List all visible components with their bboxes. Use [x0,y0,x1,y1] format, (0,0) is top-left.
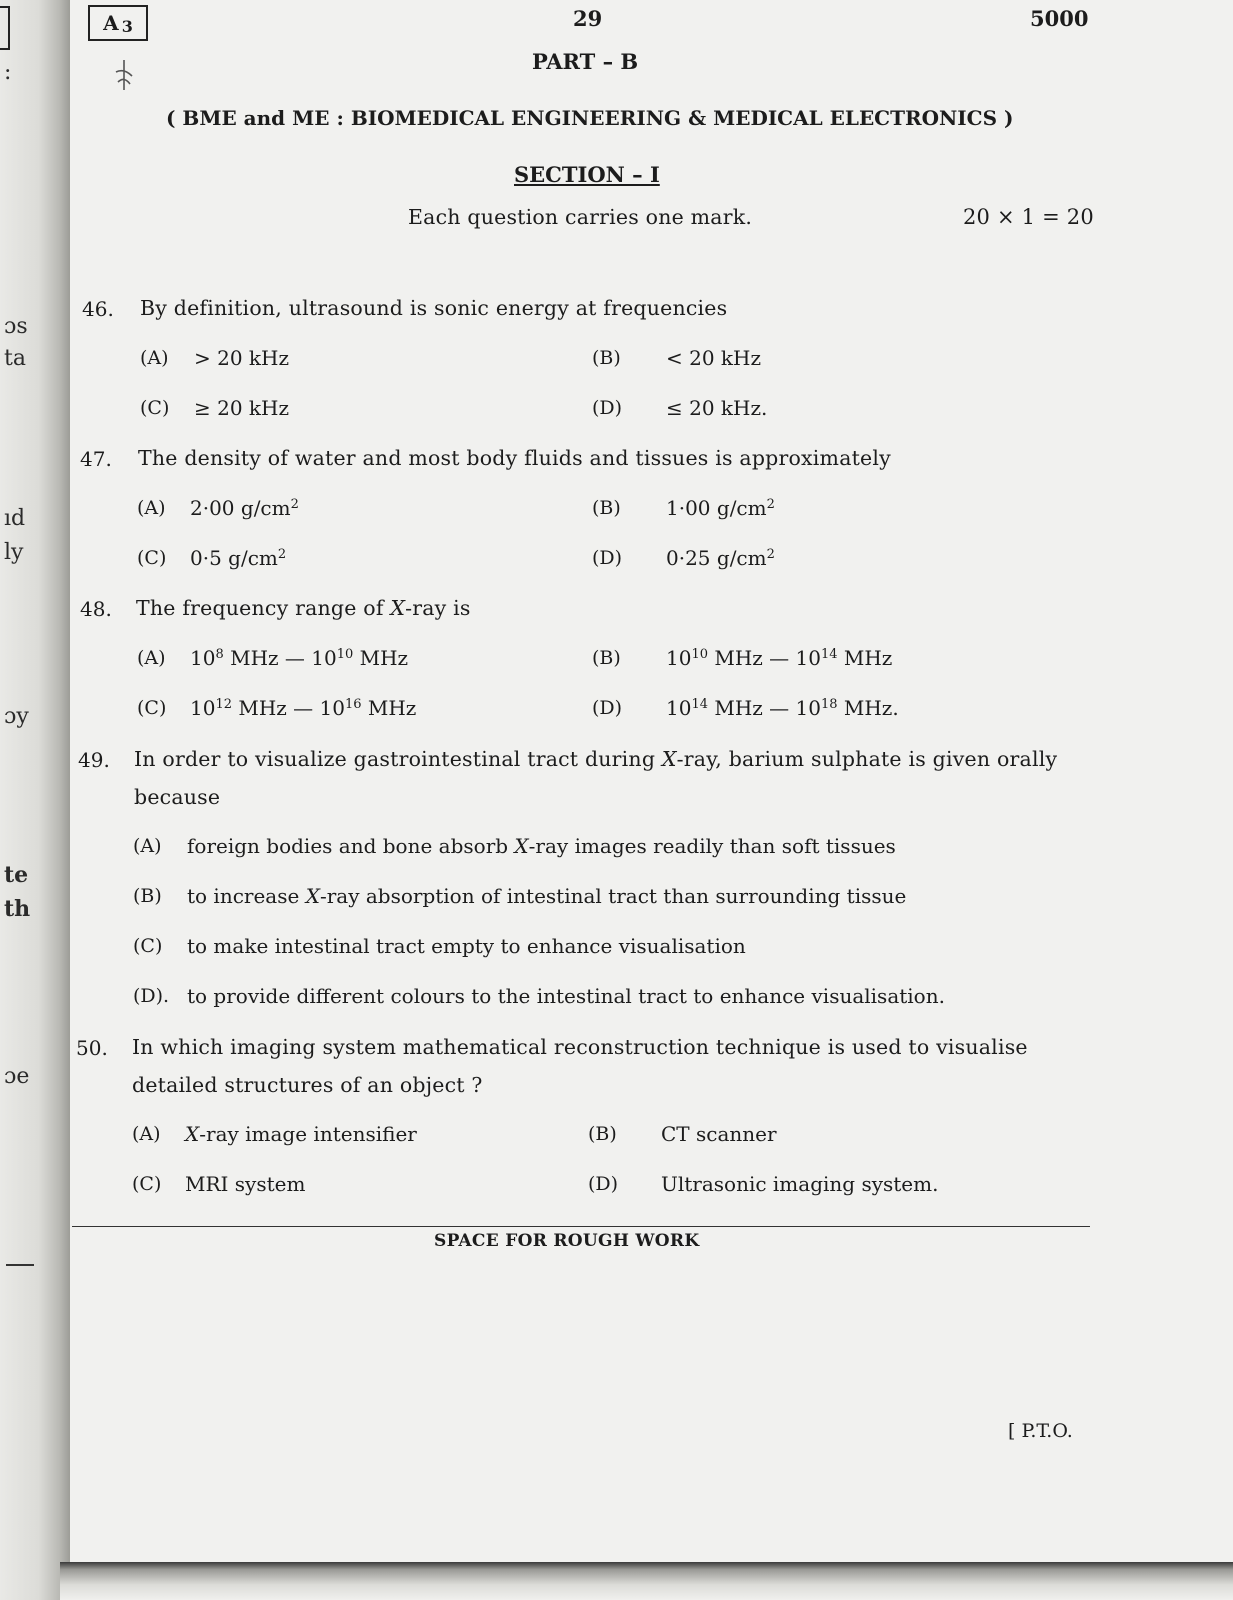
question-text: The density of water and most body fluids and tissues is approximately [138,446,891,470]
gutter-fragment: th [4,896,31,922]
question-number: 50. [76,1036,108,1060]
option-text: ≥ 20 kHz [194,396,290,420]
marks-summary: 20 × 1 = 20 [963,205,1094,229]
pen-mark-icon [112,58,136,92]
divider-rule [72,1226,1090,1227]
option-text: to make intestinal tract empty to enhance visualisation [187,934,746,958]
please-turn-over: [ P.T.O. [1008,1420,1073,1442]
option-text: 0·5 $g/cm^2$ [190,546,287,570]
bracket-mark [0,6,10,50]
option-label: (D) [592,547,623,569]
question-number: 48. [80,597,112,621]
option-label: (D) [592,697,623,719]
option-label: (C) [140,397,170,419]
set-number: 3 [121,16,133,36]
gutter-fragment: ɔe [4,1064,30,1089]
gutter-rule [6,1264,34,1266]
question-number: 47. [80,447,112,471]
option-text: 2·00 $g/cm^2$ [190,496,299,520]
option-label: (D). [133,985,170,1007]
option-label: (A) [133,835,162,857]
option-text: X-ray image intensifier [185,1122,417,1146]
gutter-fragment: ıd [4,506,26,531]
option-text: 0·25 $g/cm^2$ [666,546,775,570]
option-label: (B) [133,885,162,907]
option-text: > 20 kHz [194,346,290,370]
paper-code: 5000 [1030,6,1089,31]
option-label: (C) [137,697,167,719]
instruction-text: Each question carries one mark. [408,205,753,229]
question-text: By definition, ultrasound is sonic energy at frequencies [140,296,728,320]
option-label: (A) [137,497,166,519]
question-number: 49. [78,748,110,772]
option-text: 1·00 $g/cm^2$ [666,496,775,520]
scan-bottom-edge [60,1562,1233,1600]
option-label: (B) [588,1123,617,1145]
option-text: $10^{12}$ MHz — $10^{16}$ MHz [190,696,417,720]
gutter-fragment: ɔs [4,314,28,339]
option-text: ≤ 20 kHz. [666,396,768,420]
rough-work-heading: SPACE FOR ROUGH WORK [434,1231,700,1251]
option-label: (D) [592,397,623,419]
option-label: (A) [132,1123,161,1145]
question-text-continued: because [134,785,221,809]
option-label: (A) [140,347,169,369]
instruction [408,205,752,229]
option-label: (B) [592,647,621,669]
page-number: 29 [573,6,603,31]
option-text: $10^8$ MHz — $10^{10}$ MHz [190,646,409,670]
option-label: (B) [592,497,621,519]
option-text: CT scanner [661,1122,777,1146]
gutter-fragment: ly [4,540,24,565]
gutter-fragment: ta [4,346,26,371]
question-text: In which imaging system mathematical reconstruction technique is used to visualise [132,1035,1028,1059]
question-number: 46. [82,297,114,321]
question-text-continued: detailed structures of an object ? [132,1073,483,1097]
part-heading: PART – B [532,49,639,74]
option-label: (C) [132,1173,162,1195]
option-label: (B) [592,347,621,369]
option-text: < 20 kHz [666,346,762,370]
option-text: foreign bodies and bone absorb X-ray images readily than soft tissues [187,834,896,858]
option-label: (C) [137,547,167,569]
set-code: A [103,11,119,35]
option-text: to increase X-ray absorption of intestinal tract than surrounding tissue [187,884,907,908]
option-label: (A) [137,647,166,669]
option-label: (C) [133,935,163,957]
section-heading: SECTION – I [514,162,660,187]
option-text: $10^{14}$ MHz — $10^{18}$ MHz. [666,696,899,720]
subject-heading: ( BME and ME : BIOMEDICAL ENGINEERING & MEDICAL ELECTRONICS ) [166,106,1014,130]
set-code-box [88,5,148,41]
option-text: Ultrasonic imaging system. [661,1172,939,1196]
option-label: (D) [588,1173,619,1195]
option-text: to provide different colours to the intestinal tract to enhance visualisation. [187,984,945,1008]
option-text: MRI system [185,1172,306,1196]
question-text: In order to visualize gastrointestinal tract during X-ray, barium sulphate is given orally [134,747,1058,771]
previous-page-edge [0,0,70,1600]
option-text: $10^{10}$ MHz — $10^{14}$ MHz [666,646,893,670]
gutter-fragment: te [4,862,29,888]
question-text: The frequency range of X-ray is [136,596,471,620]
gutter-fragment: ɔy [4,704,29,729]
gutter-fragment: : [4,60,12,85]
